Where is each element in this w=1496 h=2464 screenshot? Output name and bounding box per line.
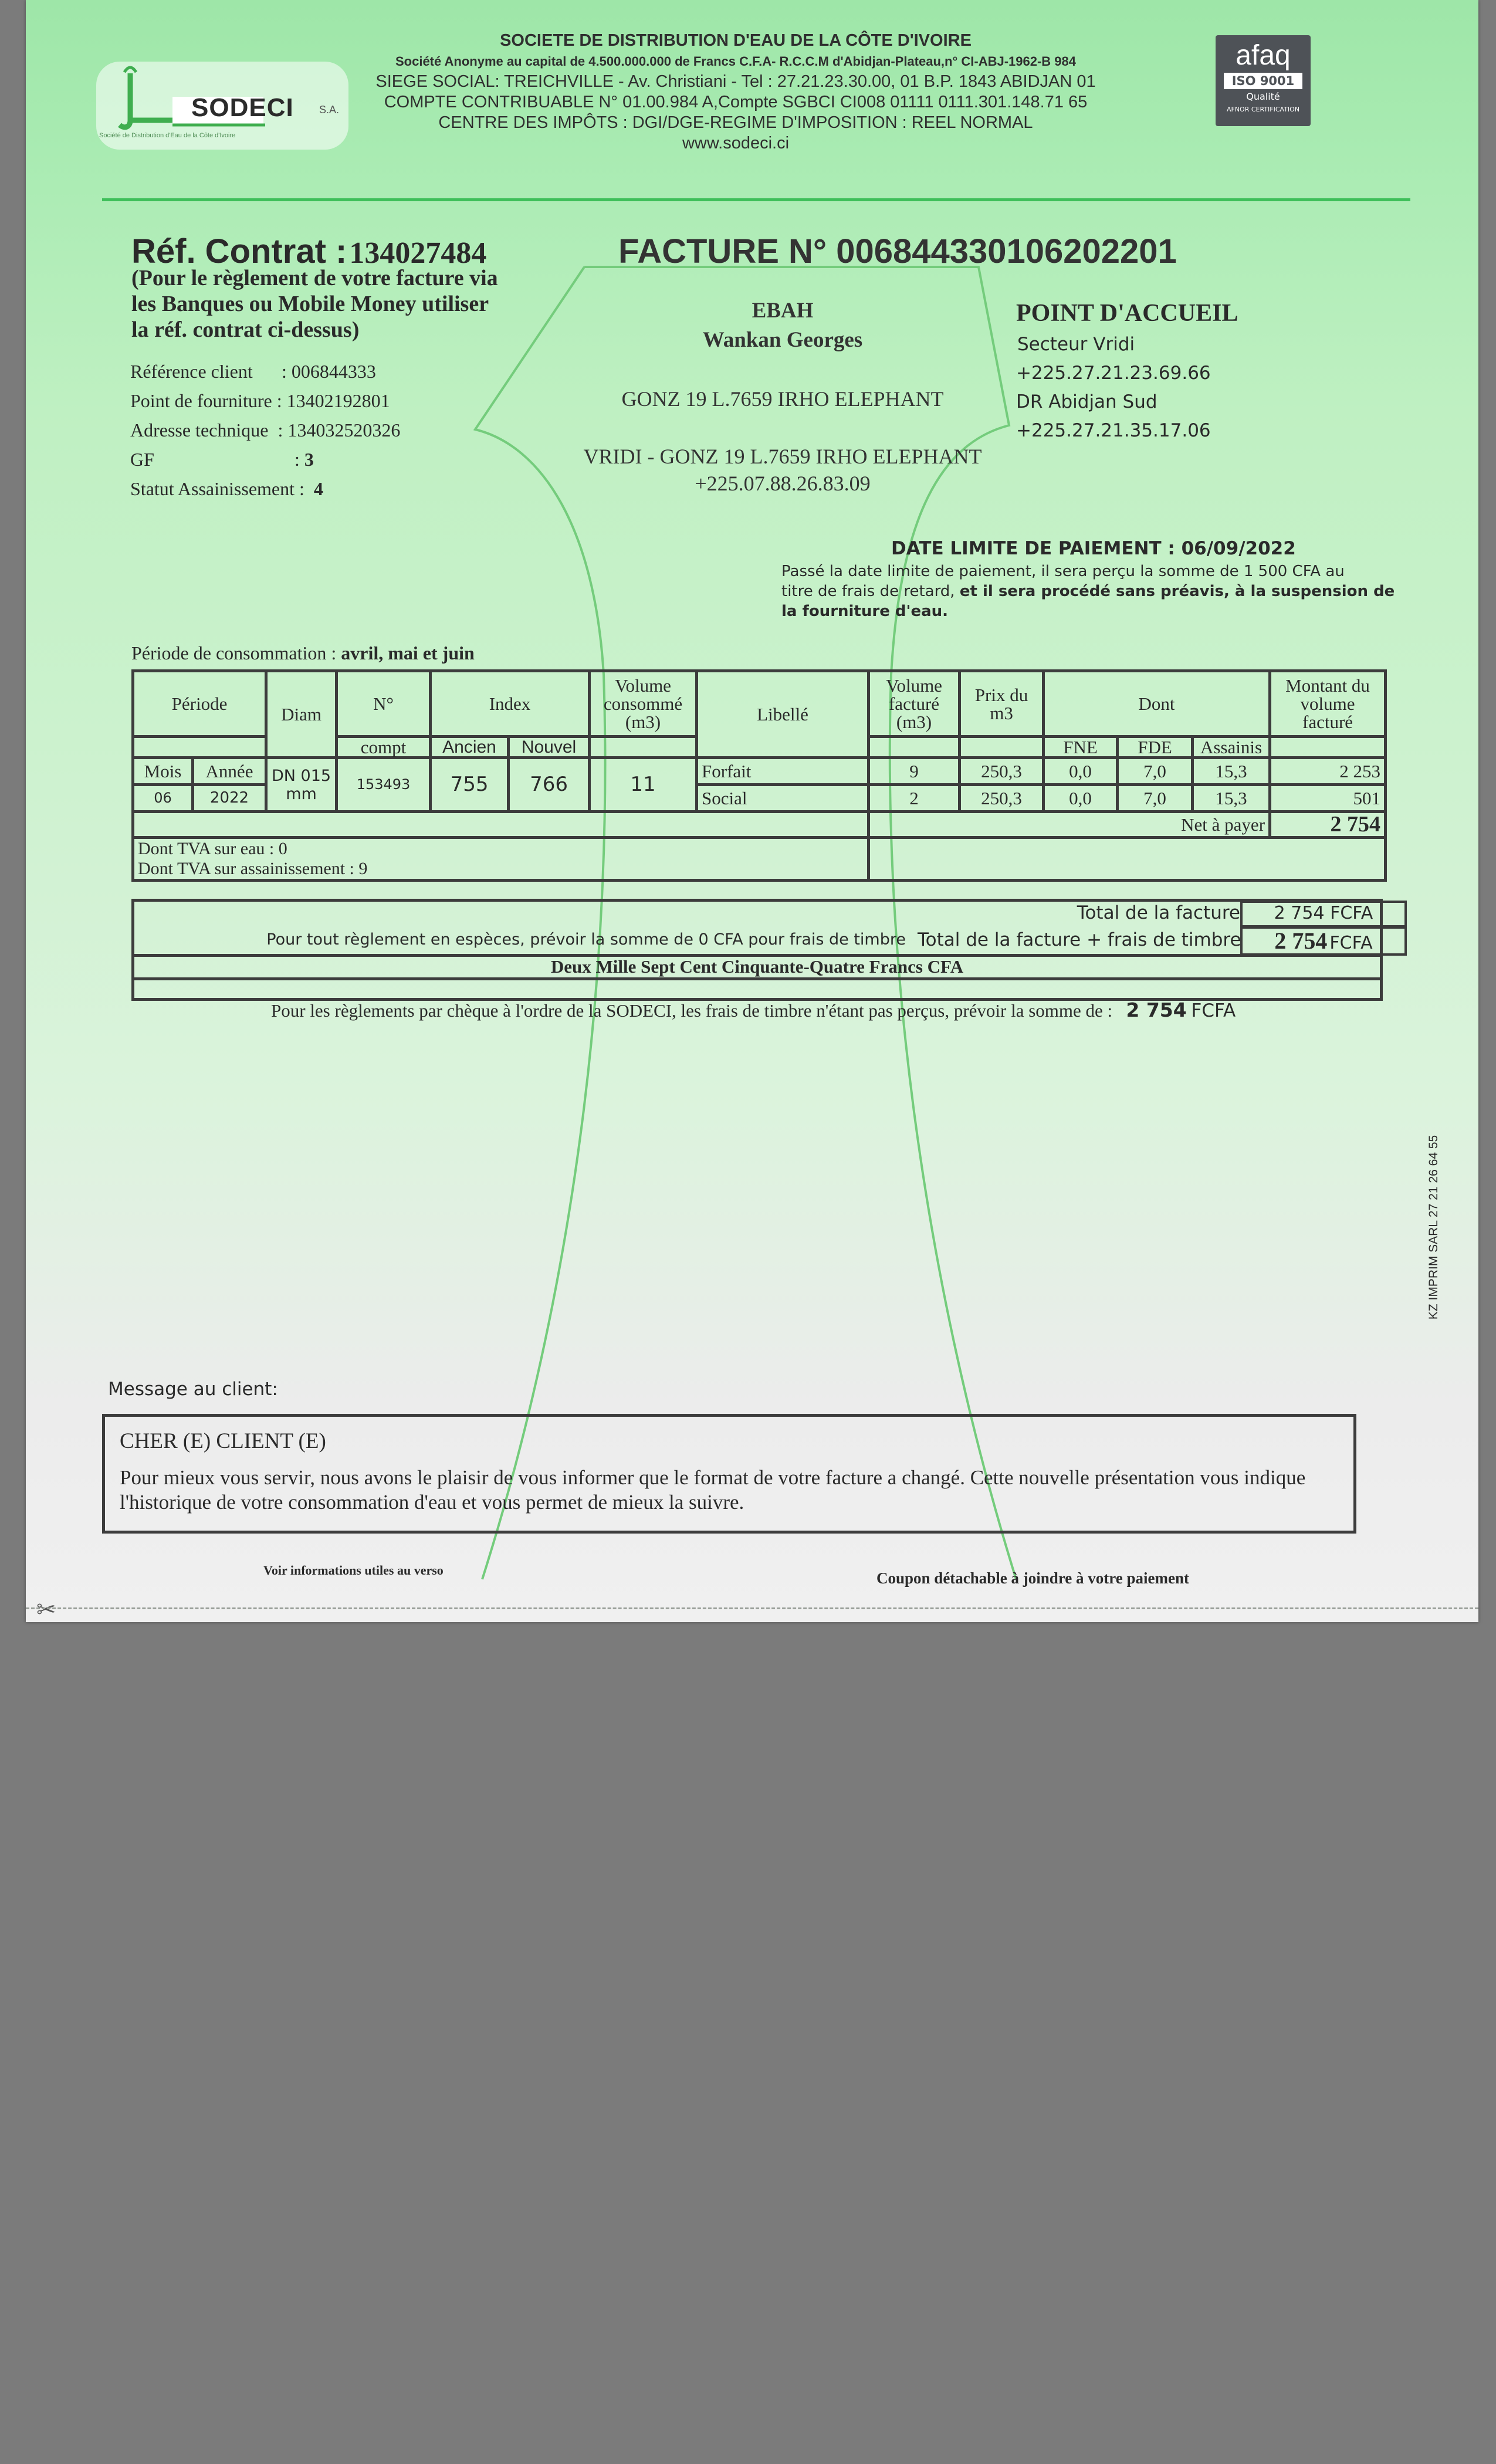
total-timbre-value: [1240, 926, 1407, 956]
company-legal: Société Anonyme au capital de 4.500.000.000 de Francs C.F.A- R.C.C.M d'Abidjan-Plateau,n° CI-ABJ-1962-B 984: [395, 54, 1077, 69]
client-info: [130, 357, 400, 503]
net-a-payer-value: 2 754: [1270, 812, 1386, 838]
index-ancien-value: 755: [431, 758, 509, 812]
libelle-forfait: Forfait: [697, 758, 869, 785]
invoice-number: FACTURE N° 006844330106202201: [618, 232, 1177, 270]
cheque-amount: 2 754: [1126, 999, 1187, 1021]
client-info-sep: :: [282, 361, 287, 382]
total-timbre-amount: 2 754: [1274, 928, 1328, 954]
client-info-row: [130, 474, 400, 503]
prix-social: 250,3: [960, 785, 1044, 812]
col-header-fne: FNE: [1044, 737, 1118, 758]
montant-forfait: 2 253: [1270, 758, 1386, 785]
customer-phone: +225.07.88.26.83.09: [695, 472, 871, 495]
cut-line: [26, 1607, 1478, 1609]
company-name: SOCIETE DE DISTRIBUTION D'EAU DE LA CÔTE D'IVOIRE: [500, 31, 972, 50]
tva-cell: [133, 838, 869, 881]
company-header: [331, 31, 1140, 154]
client-info-label: Référence client: [130, 361, 253, 382]
client-info-sep: :: [276, 390, 282, 411]
mois-value: 06: [133, 785, 193, 812]
montant-social: 501: [1270, 785, 1386, 812]
cheque-text: Pour les règlements par chèque à l'ordre de la SODECI, les frais de timbre n'étant pas perçus, prévoir la somme de :: [271, 1000, 1113, 1021]
client-info-label: Statut Assainissement: [130, 478, 295, 499]
net-a-payer-label: Net à payer: [869, 812, 1270, 838]
point-accueil: [1016, 296, 1238, 445]
client-info-row: [130, 386, 400, 415]
late-notice-line2a: titre de frais de retard,: [781, 583, 960, 600]
fne-forfait: 0,0: [1044, 758, 1118, 785]
spacer-cell: [869, 737, 960, 758]
client-info-sep: :: [277, 419, 283, 441]
total-facture-value: 2 754 FCFA: [1240, 901, 1407, 928]
spacer-cell: [133, 812, 869, 838]
index-nouvel-value: 766: [509, 758, 590, 812]
col-header-montant: Montant du volume facturé: [1270, 671, 1386, 737]
late-notice-line1: Passé la date limite de paiement, il sera perçu la somme de 1 500 CFA au: [781, 563, 1345, 580]
payment-deadline: DATE LIMITE DE PAIEMENT : 06/09/2022: [891, 538, 1296, 559]
vol-social: 2: [869, 785, 960, 812]
client-info-row: [130, 415, 400, 445]
vol-forfait: 9: [869, 758, 960, 785]
col-header-annee: Année: [193, 758, 266, 785]
client-info-label: Adresse technique: [130, 419, 269, 441]
adresse-technique-value: 134032520326: [287, 419, 401, 441]
total-timbre-label: Total de la facture + frais de timbre: [918, 929, 1241, 950]
late-payment-notice: [781, 561, 1395, 621]
col-header-dont: Dont: [1044, 671, 1270, 737]
client-info-sep: :: [299, 478, 304, 499]
assainis-forfait: 15,3: [1193, 758, 1270, 785]
header-divider: [102, 198, 1410, 201]
afaq-brand: afaq: [1236, 40, 1291, 71]
client-info-label: Point de fourniture: [130, 390, 272, 411]
col-header-fde: FDE: [1118, 737, 1193, 758]
customer-name-2: Wankan Georges: [702, 328, 863, 352]
reference-client-value: 006844333: [291, 361, 376, 382]
compteur-value: 153493: [337, 758, 431, 812]
fne-social: 0,0: [1044, 785, 1118, 812]
contract-ref-value: 134027484: [349, 236, 487, 270]
spacer-cell: [590, 737, 697, 758]
footer-coupon-note: Coupon détachable à joindre à votre paiement: [876, 1569, 1189, 1587]
spacer-cell: [1270, 737, 1386, 758]
col-header-nouvel: Nouvel: [509, 737, 590, 758]
afaq-quality: Qualité: [1246, 91, 1280, 102]
col-header-periode: Période: [133, 671, 266, 737]
company-tax: CENTRE DES IMPÔTS : DGI/DGE-REGIME D'IMPOSITION : REEL NORMAL: [438, 113, 1033, 132]
cheque-note: [271, 997, 1236, 1024]
scissors-icon: ✂: [36, 1596, 56, 1622]
timbre-note: Pour tout règlement en espèces, prévoir la somme de 0 CFA pour frais de timbre: [266, 930, 906, 949]
assainis-social: 15,3: [1193, 785, 1270, 812]
client-info-row: [130, 357, 400, 386]
diam-value: DN 015 mm: [266, 758, 337, 812]
afaq-cert: AFNOR CERTIFICATION: [1226, 106, 1300, 113]
col-header-prix: Prix du m3: [960, 671, 1044, 737]
accueil-line: DR Abidjan Sud: [1016, 391, 1157, 412]
col-header-volume-facture: Volume facturé (m3): [869, 671, 960, 737]
total-timbre-currency: FCFA: [1329, 933, 1373, 953]
col-header-index: Index: [431, 671, 590, 737]
tva-assainissement: Dont TVA sur assainissement : 9: [138, 859, 368, 878]
contract-note-line3: la réf. contrat ci-dessus): [131, 317, 360, 342]
customer-name-1: EBAH: [752, 299, 814, 323]
tva-eau: Dont TVA sur eau : 0: [138, 839, 287, 858]
statut-assainissement-value: 4: [313, 478, 323, 499]
message-greeting: CHER (E) CLIENT (E): [120, 1429, 326, 1453]
col-header-mois: Mois: [133, 758, 193, 785]
company-website: www.sodeci.ci: [682, 134, 790, 153]
gf-value: 3: [304, 449, 314, 470]
contract-note-line1: (Pour le règlement de votre facture via: [131, 266, 498, 290]
printer-mark: KZ IMPRIM SARL 27 21 26 64 55: [1427, 1135, 1440, 1320]
customer-block: [542, 296, 1023, 497]
client-info-row: [130, 445, 400, 474]
accueil-line: +225.27.21.35.17.06: [1016, 420, 1211, 441]
volume-consomme-value: 11: [590, 758, 697, 812]
customer-address-2: VRIDI - GONZ 19 L.7659 IRHO ELEPHANT: [583, 445, 982, 468]
accueil-line: +225.27.21.23.69.66: [1016, 363, 1211, 384]
fde-social: 7,0: [1118, 785, 1193, 812]
totals-divider: [131, 977, 1383, 980]
client-info-sep: :: [295, 449, 300, 470]
message-label: Message au client:: [108, 1379, 278, 1400]
consumption-period: [131, 642, 475, 664]
invoice-page: [26, 0, 1478, 1622]
amount-in-words: Deux Mille Sept Cent Cinquante-Quatre Francs CFA: [550, 956, 964, 977]
period-label: Période de consommation :: [131, 642, 337, 664]
client-info-label: GF: [130, 449, 154, 470]
total-facture-label: Total de la facture: [1077, 902, 1240, 923]
late-notice-line3: la fourniture d'eau.: [781, 603, 949, 620]
contract-note: [131, 265, 498, 343]
late-notice-line2b: et il sera procédé sans préavis, à la suspension de: [959, 583, 1395, 600]
accueil-line: Secteur Vridi: [1017, 334, 1135, 355]
customer-address-1: GONZ 19 L.7659 IRHO ELEPHANT: [621, 387, 944, 411]
accueil-title: POINT D'ACCUEIL: [1016, 300, 1238, 327]
col-header-volume-consomme: Volume consommé (m3): [590, 671, 697, 737]
col-header-compt: compt: [337, 737, 431, 758]
contract-note-line2: les Banques ou Mobile Money utiliser: [131, 292, 489, 316]
afaq-iso: ISO 9001: [1224, 73, 1302, 89]
sodeci-logo: [96, 62, 348, 150]
spacer-cell: [133, 737, 266, 758]
point-fourniture-value: 13402192801: [286, 390, 390, 411]
col-header-num: N°: [337, 671, 431, 737]
logo-tagline: Société de Distribution d'Eau de la Côte d'Ivoire: [99, 132, 236, 139]
period-value: avril, mai et juin: [341, 642, 475, 664]
company-address: SIEGE SOCIAL: TREICHVILLE - Av. Christiani - Tel : 27.21.23.30.00, 01 B.P. 1843 ABIDJAN 01: [375, 72, 1096, 91]
col-header-assainis: Assainis: [1193, 737, 1270, 758]
consumption-table: [131, 669, 1387, 882]
footer-verso-note: Voir informations utiles au verso: [263, 1563, 444, 1578]
col-header-libelle: Libellé: [697, 671, 869, 758]
annee-value: 2022: [193, 785, 266, 812]
contract-ref-label: Réf. Contrat :: [131, 232, 347, 270]
company-account: COMPTE CONTRIBUABLE N° 01.00.984 A,Compte SGBCI CI008 01111 0111.301.148.71 65: [384, 93, 1088, 111]
fde-forfait: 7,0: [1118, 758, 1193, 785]
cheque-currency: FCFA: [1191, 1000, 1236, 1021]
afaq-iso-badge: [1216, 35, 1311, 126]
libelle-social: Social: [697, 785, 869, 812]
col-header-diam: Diam: [266, 671, 337, 758]
logo-suffix: S.A.: [319, 104, 340, 116]
message-body: Pour mieux vous servir, nous avons le plaisir de vous informer que le format de votre facture a changé. Cette nouvelle présentation vous indique l'historique de votre consommation d'eau et vous permet de mieux la suivre.: [120, 1466, 1306, 1514]
col-header-ancien: Ancien: [431, 737, 509, 758]
spacer-cell: [960, 737, 1044, 758]
logo-name: SODECI: [191, 93, 294, 122]
spacer-cell: [869, 838, 1386, 881]
prix-forfait: 250,3: [960, 758, 1044, 785]
